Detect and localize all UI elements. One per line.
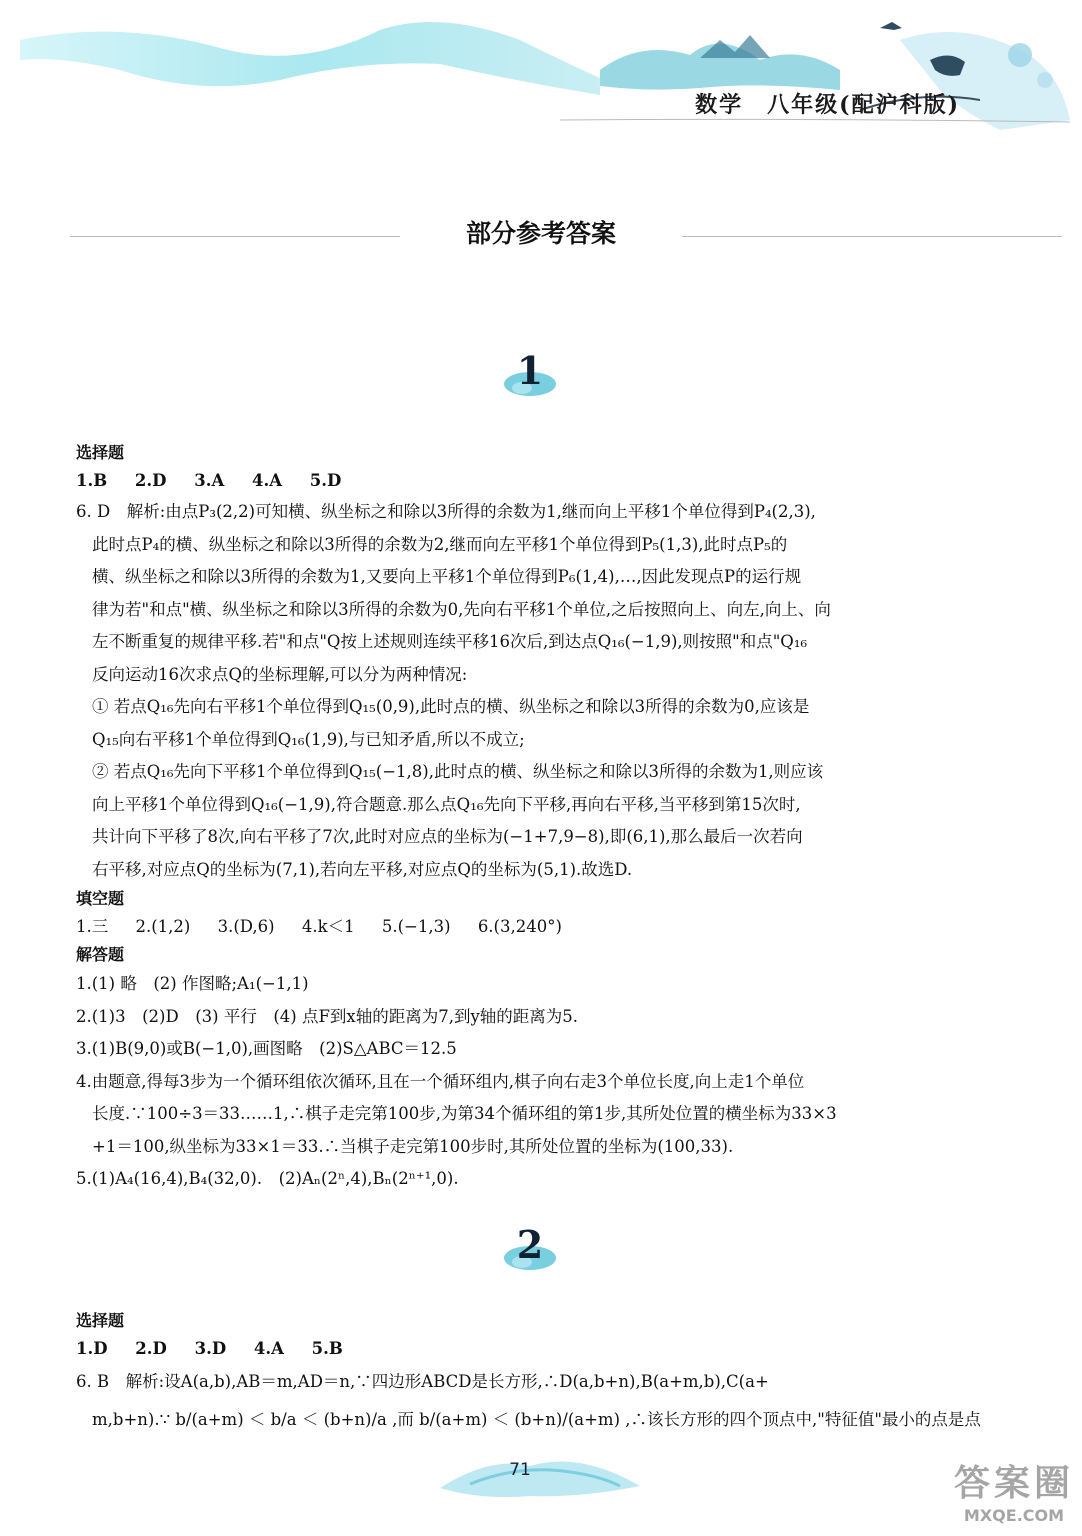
header-banner (0, 0, 1082, 140)
text-line: 4.由题意,得每3步为一个循环组依次循环,且在一个循环组内,棋子向右走3个单位长度,向上走1个单位 (76, 1071, 805, 1091)
unit-2-choice-answers (76, 1334, 976, 1364)
unit-2-badge (500, 1222, 560, 1276)
unit-1-number: 1 (516, 348, 544, 393)
unit-1-choice-answers (76, 466, 976, 496)
answer: 5.B (311, 1339, 343, 1358)
unit-1-choice-heading: 选择题 (76, 443, 125, 462)
page-number: 71 (509, 1460, 531, 1480)
unit-2-number: 2 (516, 1222, 544, 1267)
text-line: 右平移,对应点Q的坐标为(7,1),若向左平移,对应点Q的坐标为(5,1).故选D. (92, 859, 633, 879)
answer: 3.D (194, 1339, 227, 1358)
text-line: 2.(1)3 (2)D (3) 平行 (4) 点F到x轴的距离为7,到y轴的距离为5. (76, 1006, 579, 1026)
answer: 3.A (194, 471, 225, 490)
watermark-logo-text: 答案圈 (953, 1463, 1074, 1504)
text-line: 3.(1)B(9,0)或B(−1,0),画图略 (2)S△ABC＝12.5 (76, 1039, 457, 1058)
section-title: 部分参考答案 (465, 219, 616, 248)
text-line: ② 若点Q₁₆先向下平移1个单位得到Q₁₅(−1,8),此时点的横、纵坐标之和除以3所得的余数为1,则应该 (92, 762, 824, 781)
answer: 5.(−1,3) (381, 917, 451, 936)
answer: 3.(D,6) (217, 917, 275, 936)
unit-2-choice-heading: 选择题 (76, 1311, 125, 1330)
answer: 4.k＜1 (301, 917, 355, 936)
header-title: 数学 八年级(配沪科版) (695, 92, 960, 118)
unit-1-solve-answers (76, 968, 976, 1196)
unit-1-q6-explanation (76, 496, 976, 886)
text-line: 长度.∵100÷3＝33……1,∴棋子走完第100步,为第34个循环组的第1步,其所处位置的横坐标为33×3 (92, 1104, 837, 1123)
unit-2-content (76, 1308, 981, 1440)
text-line: 共计向下平移了8次,向右平移了7次,此时对应点的坐标为(−1+7,9−8),即(6,1),那么最后一次若向 (92, 827, 803, 846)
unit-1-fill-answers (76, 912, 976, 942)
answer: 2.(1,2) (135, 917, 191, 936)
unit-1-solve-heading: 解答题 (76, 945, 125, 964)
text-line: 6. B 解析:设A(a,b),AB＝m,AD＝n,∵四边形ABCD是长方形,∴D(a,b+n),B(a+m,b),C(a+ (76, 1372, 769, 1391)
answer: 1.D (76, 1339, 108, 1358)
page-number-badge (430, 1436, 650, 1506)
text-line: 律为若"和点"横、纵坐标之和除以3所得的余数为0,先向右平移1个单位,之后按照向上、向左,向上、向 (92, 599, 831, 619)
answer: 4.A (253, 1339, 284, 1358)
answer: 2.D (135, 1339, 167, 1358)
text-line: 向上平移1个单位得到Q₁₆(−1,9),符合题意.那么点Q₁₆先向下平移,再向右平移,当平移到第15次时, (92, 794, 801, 814)
answer: 5.D (309, 471, 342, 490)
text-line: Q₁₅向右平移1个单位得到Q₁₆(1,9),与已知矛盾,所以不成立; (92, 729, 525, 749)
text-line: 此时点P₄的横、纵坐标之和除以3所得的余数为2,继而向左平移1个单位得到P₅(1,3),此时点P₅的 (92, 534, 788, 554)
text-line: ① 若点Q₁₆先向右平移1个单位得到Q₁₅(0,9),此时点的横、纵坐标之和除以3所得的余数为0,应该是 (92, 697, 810, 716)
unit-1-content (76, 440, 976, 1196)
watermark-url: MXQE.COM (963, 1506, 1065, 1525)
unit-1-fill-heading: 填空题 (76, 889, 125, 908)
text-line: 反向运动16次求点Q的坐标理解,可以分为两种情况: (92, 664, 468, 684)
text-line: 1.(1) 略 (2) 作图略;A₁(−1,1) (76, 974, 309, 993)
text-line: 5.(1)A₄(16,4),B₄(32,0). (2)Aₙ(2ⁿ,4),Bₙ(2ⁿ⁺¹,0). (76, 1169, 459, 1188)
answer: 1.B (76, 471, 108, 490)
answer: 6.(3,240°) (477, 917, 562, 936)
answer: 2.D (134, 471, 167, 490)
answer: 4.A (252, 471, 283, 490)
text-line: 左不断重复的规律平移.若"和点"Q按上述规则连续平移16次后,到达点Q₁₆(−1,9),则按照"和点"Q₁₆ (92, 632, 808, 651)
text-line: 6. D 解析:由点P₃(2,2)可知横、纵坐标之和除以3所得的余数为1,继而向上平移1个单位得到P₄(2,3), (76, 502, 816, 521)
unit-1-badge (500, 348, 560, 402)
answer: 1.三 (76, 917, 109, 936)
text-line: +1＝100,纵坐标为33×1＝33.∴当棋子走完第100步时,其所处位置的坐标为(100,33). (92, 1136, 734, 1156)
text-line: m,b+n).∵ b/(a+m) ＜ b/a ＜ (b+n)/a ,而 b/(a+m) ＜ (b+n)/(a+m) ,∴该长方形的四个顶点中,"特征值"最小的点是点 (92, 1410, 981, 1429)
site-watermark (954, 1462, 1074, 1526)
text-line: 横、纵坐标之和除以3所得的余数为1,又要向上平移1个单位得到P₆(1,4),…,因此发现点P的运行规 (92, 567, 802, 586)
